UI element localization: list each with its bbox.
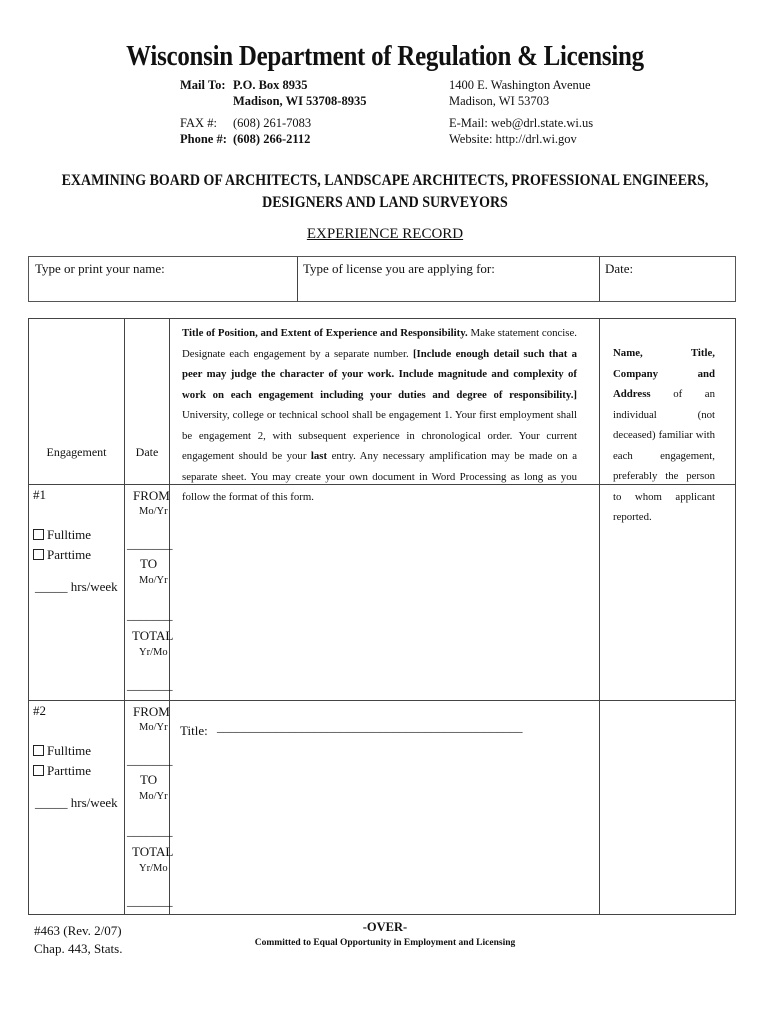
from-blank[interactable]: _______ — [127, 752, 173, 767]
fax-label: FAX #: — [180, 116, 217, 130]
from-blank[interactable]: _______ — [127, 536, 173, 551]
mail-line1: P.O. Box 8935 — [233, 78, 308, 92]
street-line1: 1400 E. Washington Avenue — [449, 78, 591, 92]
email-line: E-Mail: web@drl.state.wi.us — [449, 116, 594, 130]
checkbox-icon[interactable] — [33, 765, 44, 776]
form-title: EXPERIENCE RECORD — [306, 226, 464, 242]
engagement-number: #1 — [33, 487, 46, 502]
total-label: TOTAL — [132, 844, 174, 859]
checkbox-icon[interactable] — [33, 529, 44, 540]
fulltime-option[interactable]: Fulltime — [33, 743, 91, 759]
org-title: Wisconsin Department of Regulation & Licensing — [126, 40, 644, 72]
col-engagement: Engagement — [46, 445, 107, 459]
reference-field[interactable] — [601, 485, 735, 699]
fulltime-option[interactable]: Fulltime — [33, 527, 91, 543]
engagement-row-2 — [29, 701, 735, 914]
from-label: FROM — [133, 488, 170, 503]
experience-description-field[interactable] — [171, 485, 598, 699]
phone-number: (608) 266-2112 — [233, 132, 311, 146]
total-unit: Yr/Mo — [139, 647, 168, 658]
equal-opportunity-statement: Committed to Equal Opportunity in Employment and Licensing — [254, 938, 516, 948]
experience-table — [28, 318, 736, 915]
title-field[interactable]: _______________________________________________ — [217, 719, 523, 734]
col-date: Date — [135, 445, 159, 459]
total-label: TOTAL — [132, 628, 174, 643]
checkbox-icon[interactable] — [33, 549, 44, 560]
hours-per-week[interactable]: _____ hrs/week — [35, 795, 118, 810]
parttime-option[interactable]: Parttime — [33, 547, 91, 563]
to-unit: Mo/Yr — [139, 575, 168, 586]
name-label: Type or print your name: — [35, 261, 165, 276]
board-line1: EXAMINING BOARD OF ARCHITECTS, LANDSCAPE ARCHITECTS, PROFESSIONAL ENGINEERS, — [61, 172, 709, 189]
from-label: FROM — [133, 704, 170, 719]
to-blank[interactable]: _______ — [127, 823, 173, 838]
name-field[interactable] — [29, 275, 297, 301]
from-unit: Mo/Yr — [139, 506, 168, 517]
from-unit: Mo/Yr — [139, 722, 168, 733]
form-number: #463 (Rev. 2/07) — [34, 923, 122, 938]
date-field[interactable] — [601, 275, 735, 301]
date-label: Date: — [605, 261, 634, 276]
reference-column-text: Name, Title, Company and Address of an individual (not deceased) familiar with each engagement, preferably the person to whom applicant reported. — [613, 347, 715, 523]
engagement-row-1 — [29, 485, 735, 700]
to-label: TO — [140, 556, 158, 571]
mail-to-label: Mail To: — [180, 78, 226, 92]
website-line: Website: http://drl.wi.gov — [449, 132, 577, 146]
over-note: -OVER- — [362, 920, 408, 934]
total-blank[interactable]: _______ — [127, 893, 173, 908]
hours-per-week[interactable]: _____ hrs/week — [35, 579, 118, 594]
license-field[interactable] — [299, 275, 599, 301]
statute-reference: Chap. 443, Stats. — [34, 941, 123, 956]
phone-label: Phone #: — [180, 132, 227, 146]
experience-description-field[interactable] — [171, 745, 598, 913]
street-line2: Madison, WI 53703 — [449, 94, 550, 108]
total-unit: Yr/Mo — [139, 863, 168, 874]
engagement-number: #2 — [33, 703, 46, 718]
title-label: Title: — [180, 723, 208, 738]
mail-line2: Madison, WI 53708-8935 — [233, 94, 367, 108]
checkbox-icon[interactable] — [33, 745, 44, 756]
parttime-option[interactable]: Parttime — [33, 763, 91, 779]
to-unit: Mo/Yr — [139, 791, 168, 802]
total-blank[interactable]: _______ — [127, 677, 173, 692]
board-line2: DESIGNERS AND LAND SURVEYORS — [262, 194, 508, 211]
license-label: Type of license you are applying for: — [303, 261, 495, 276]
fax-number: (608) 261-7083 — [233, 116, 312, 130]
instructions-text: Title of Position, and Extent of Experience and Responsibility. Make statement concise. Designate each engagement by a separate number. [Include enough detail such that a peer may judge the character of your work. Include magnitude and complexity of work on each engagement including your duties and degree of responsibility.] University, college or technical school shall be engagement 1. Your first employment shall be engagement 2, with subsequent experience in chronological order. Your current engagement should be your last entry. Any necessary amplification may be made on a separate sheet. You may create your own document in Word Processing as long as you follow the format of this form. — [182, 327, 577, 503]
to-blank[interactable]: _______ — [127, 607, 173, 622]
reference-field[interactable] — [601, 701, 735, 913]
to-label: TO — [140, 772, 158, 787]
applicant-info-box — [28, 256, 736, 302]
